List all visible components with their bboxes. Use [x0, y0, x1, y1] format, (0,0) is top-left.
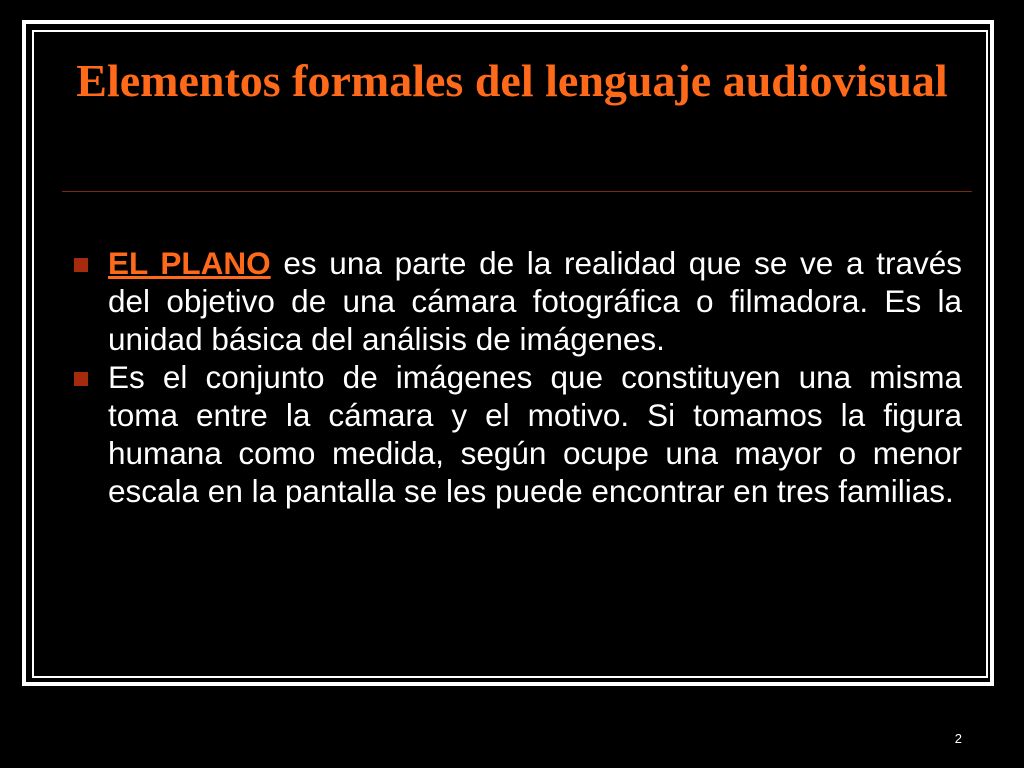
square-bullet-icon — [74, 258, 88, 272]
slide-title: Elementos formales del lenguaje audiovisual — [76, 55, 948, 106]
term-el-plano: EL PLANO — [108, 245, 271, 281]
bullet-item-conjunto — [70, 358, 962, 510]
title-divider — [62, 191, 972, 192]
bullet-list — [70, 244, 962, 510]
bullet-text-plano: es una parte de la realidad que se ve a través del objetivo de una cámara fotográfica o filmadora. Es la unidad básica del análisis de imágenes. — [108, 245, 963, 357]
page-number: 2 — [954, 731, 962, 746]
bullet-text-conjunto: Es el conjunto de imágenes que constituyen una misma toma entre la cámara y el motivo. Si tomamos la figura humana como medida, según ocupe una mayor o menor escala en la pantalla se les puede encontrar en tres familias. — [108, 359, 962, 509]
square-bullet-icon — [74, 372, 88, 386]
bullet-item-plano — [70, 244, 962, 358]
